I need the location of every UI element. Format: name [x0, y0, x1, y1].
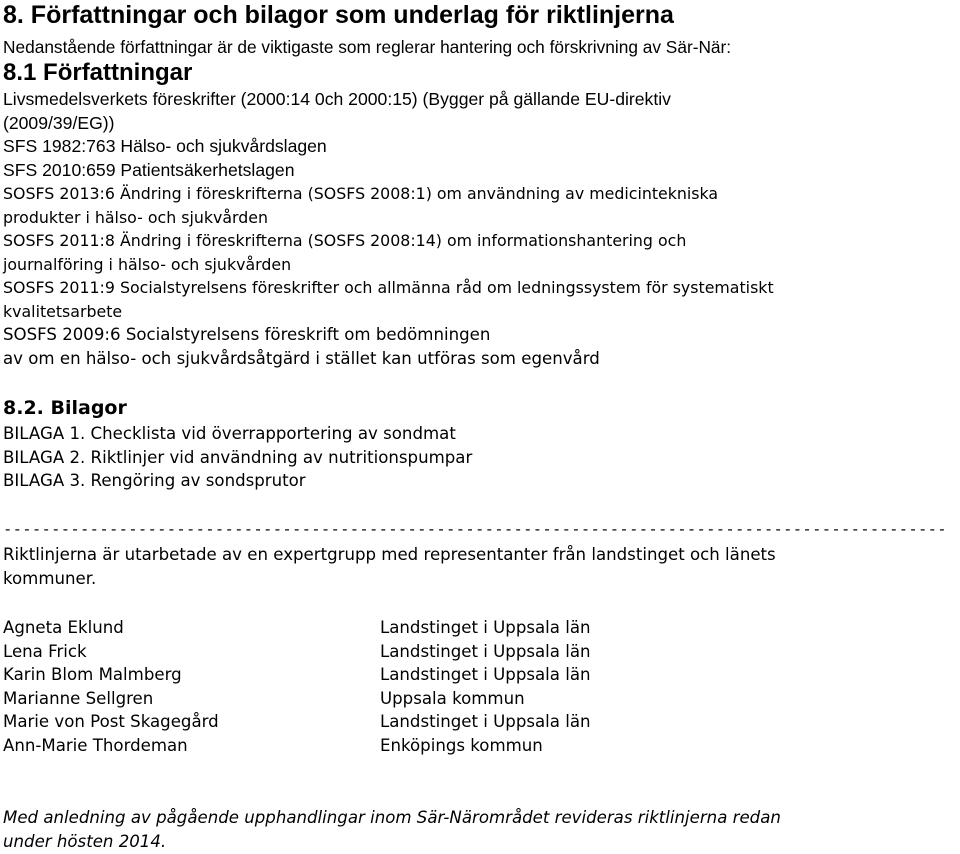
regulation-line: Livsmedelsverkets föreskrifter (2000:14 0ch 2000:15) (Bygger på gällande EU-direktiv — [3, 89, 671, 109]
regulation-line: (2009/39/EG)) — [3, 112, 115, 133]
author-row — [3, 616, 591, 640]
regulation-line: SFS 2010:659 Patientsäkerhetslagen — [3, 159, 295, 180]
author-name: Ann-Marie Thordeman — [3, 735, 188, 755]
dashed-divider: -------------------------------------------------------------------------------------------------- — [3, 520, 947, 538]
forfattningar-list — [3, 88, 953, 370]
author-row — [3, 640, 591, 664]
statement-text — [3, 543, 953, 590]
regulation-line: SOSFS 2013:6 Ändring i föreskrifterna (SOSFS 2008:1) om användning av medicintekniska — [3, 184, 719, 203]
author-name: Marie von Post Skagegård — [3, 712, 219, 732]
bilagor-list — [3, 422, 953, 493]
regulation-line: SFS 1982:763 Hälso- och sjukvårdslagen — [3, 136, 327, 156]
page-title: 8. Författningar och bilagor som underlag för riktlinjerna — [3, 1, 674, 29]
author-organization: Landstinget i Uppsala län — [380, 665, 591, 685]
statement-line: kommuner. — [3, 568, 97, 588]
regulation-line: SOSFS 2011:9 Socialstyrelsens föreskrifter och allmänna råd om ledningssystem för systematiskt — [3, 278, 774, 297]
attachment-item: BILAGA 2. Riktlinjer vid användning av nutritionspumpar — [3, 447, 473, 467]
author-row — [3, 687, 525, 711]
author-organization: Landstinget i Uppsala län — [380, 641, 591, 661]
regulation-line: SOSFS 2009:6 Socialstyrelsens föreskrift om bedömningen — [3, 325, 491, 344]
statement-line: Riktlinjerna är utarbetade av en expertgrupp med representanter från landstinget och länets — [3, 545, 776, 564]
author-name: Karin Blom Malmberg — [3, 665, 182, 685]
regulation-line: produkter i hälso- och sjukvården — [3, 207, 269, 227]
author-organization: Enköpings kommun — [380, 735, 543, 755]
revision-note-line: Med anledning av pågående upphandlingar inom Sär-Närområdet revideras riktlinjerna redan — [3, 808, 781, 827]
revision-note — [3, 806, 943, 854]
revision-note-line: under hösten 2014. — [3, 832, 167, 851]
author-name: Lena Frick — [3, 641, 87, 661]
author-row — [3, 710, 591, 734]
author-organization: Uppsala kommun — [380, 688, 525, 708]
author-row — [3, 663, 591, 687]
author-organization: Landstinget i Uppsala län — [380, 712, 591, 732]
author-row — [3, 734, 543, 758]
regulation-line: SOSFS 2011:8 Ändring i föreskrifterna (SOSFS 2008:14) om informationshantering och — [3, 231, 687, 250]
intro-text: Nedanstående författningar är de viktigaste som reglerar hantering och förskrivning av Sär-När: — [3, 37, 732, 57]
regulation-line: av om en hälso- och sjukvårdsåtgärd i stället kan utföras som egenvård — [3, 348, 600, 368]
section-heading-forfattningar: 8.1 Författningar — [3, 59, 193, 86]
attachment-item: BILAGA 1. Checklista vid överrapportering av sondmat — [3, 424, 456, 443]
attachment-item: BILAGA 3. Rengöring av sondsprutor — [3, 471, 306, 490]
author-organization: Landstinget i Uppsala län — [380, 618, 591, 637]
section-heading-bilagor: 8.2. Bilagor — [3, 397, 127, 419]
regulation-line: kvalitetsarbete — [3, 301, 123, 321]
author-name: Marianne Sellgren — [3, 688, 154, 708]
author-name: Agneta Eklund — [3, 618, 124, 637]
author-list — [3, 616, 591, 758]
regulation-line: journalföring i hälso- och sjukvården — [3, 254, 292, 274]
